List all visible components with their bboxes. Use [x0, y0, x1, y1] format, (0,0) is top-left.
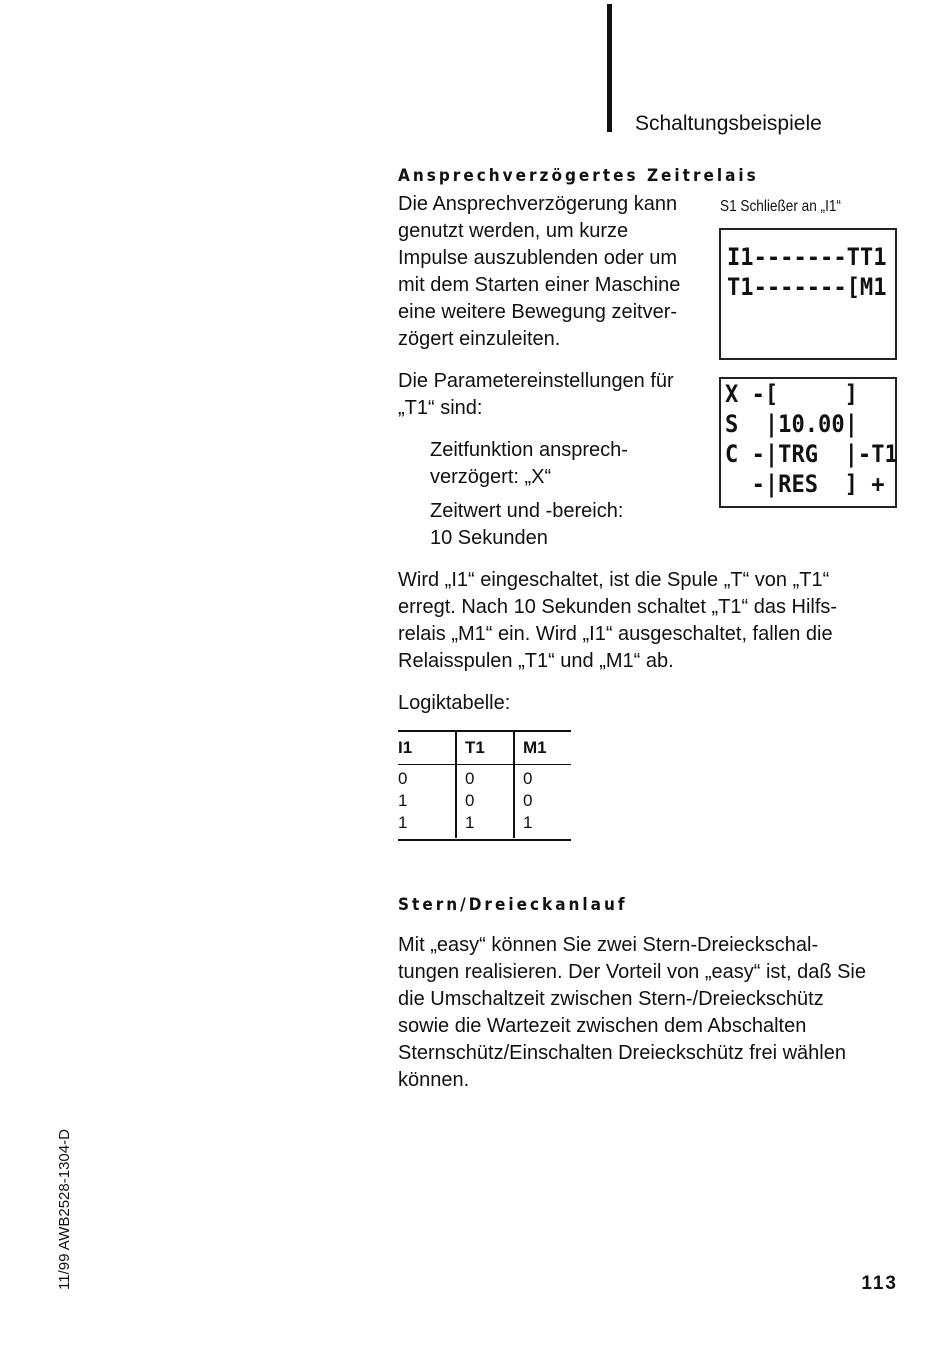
parameter-line: -|RES ] + — [725, 470, 885, 498]
text-line: Die Parametereinstellungen für — [398, 370, 674, 392]
page-number: 113 — [861, 1273, 898, 1294]
text-line: können. — [398, 1069, 470, 1091]
table-row — [398, 813, 571, 835]
parameter-line: X -[ ] — [725, 380, 858, 408]
text-line: eine weitere Bewegung zeitver- — [398, 301, 678, 323]
table-cell: 1 — [523, 813, 533, 832]
text-line: sowie die Wartezeit zwischen dem Abschalten — [398, 1015, 807, 1037]
intro-paragraph — [398, 191, 680, 353]
circuit-line: T1-------[M1 — [727, 273, 887, 301]
text-line: Zeitfunktion ansprech- — [430, 439, 628, 461]
star-delta-paragraph — [398, 932, 866, 1094]
table-header-cell: I1 — [398, 737, 413, 757]
text-line: Zeitwert und -bereich: — [430, 500, 624, 522]
table-column-divider — [455, 730, 457, 838]
table-row — [398, 791, 571, 813]
table-cell: 1 — [398, 813, 408, 832]
parameter-line: S |10.00| — [725, 410, 858, 438]
table-cell: 0 — [523, 791, 533, 810]
text-line: erregt. Nach 10 Sekunden schaltet „T1“ das Hilfs- — [398, 596, 838, 618]
text-line: die Umschaltzeit zwischen Stern-/Dreieckschütz — [398, 988, 824, 1010]
chapter-title: Schaltungsbeispiele — [635, 112, 822, 135]
table-cell: 0 — [523, 769, 533, 788]
section-heading-star-delta: Stern/Dreieckanlauf — [398, 895, 628, 915]
figure-caption: S1 Schließer an „I1“ — [720, 198, 841, 215]
timer-function-item — [430, 437, 628, 491]
logic-table-label: Logiktabelle: — [398, 692, 511, 714]
text-line: 10 Sekunden — [430, 527, 548, 549]
parameter-intro-paragraph — [398, 368, 674, 422]
table-bottom-rule — [398, 839, 571, 841]
chapter-marker-bar — [607, 4, 612, 132]
document-code: 11/99 AWB2528-1304-D — [56, 1129, 73, 1290]
circuit-diagram-display — [719, 228, 897, 360]
table-header-cell: T1 — [465, 737, 485, 757]
logic-table — [398, 730, 571, 841]
text-line: Wird „I1“ eingeschaltet, ist die Spule „T“ von „T1“ — [398, 569, 830, 591]
circuit-line: I1-------TT1 — [727, 243, 887, 271]
text-line: Die Ansprechverzögerung kann — [398, 193, 678, 215]
table-column-divider — [513, 730, 515, 838]
table-cell: 0 — [465, 791, 475, 810]
timer-parameter-display — [719, 377, 897, 508]
table-cell: 1 — [465, 813, 475, 832]
table-cell: 0 — [465, 769, 475, 788]
text-line: Sternschütz/Einschalten Dreieckschütz frei wählen — [398, 1042, 846, 1064]
text-line: verzögert: „X“ — [430, 466, 552, 488]
section-heading-time-relay: Ansprechverzögertes Zeitrelais — [398, 166, 759, 186]
text-line: relais „M1“ ein. Wird „I1“ ausgeschaltet, fallen die — [398, 623, 833, 645]
table-header-row — [398, 732, 571, 764]
text-line: „T1“ sind: — [398, 397, 483, 419]
table-header-cell: M1 — [523, 737, 547, 757]
table-row — [398, 769, 571, 791]
parameter-line: C -|TRG |-T1 — [725, 440, 898, 468]
text-line: genutzt werden, um kurze — [398, 220, 629, 242]
behavior-paragraph — [398, 567, 837, 675]
text-line: zögert einzuleiten. — [398, 328, 561, 350]
timer-value-item — [430, 498, 623, 552]
table-cell: 0 — [398, 769, 408, 788]
text-line: mit dem Starten einer Maschine — [398, 274, 681, 296]
text-line: tungen realisieren. Der Vorteil von „easy“ ist, daß Sie — [398, 961, 866, 983]
text-line: Mit „easy“ können Sie zwei Stern-Dreieckschal- — [398, 934, 819, 956]
text-line: Relaisspulen „T1“ und „M1“ ab. — [398, 650, 674, 672]
table-cell: 1 — [398, 791, 408, 810]
text-line: Impulse auszublenden oder um — [398, 247, 678, 269]
